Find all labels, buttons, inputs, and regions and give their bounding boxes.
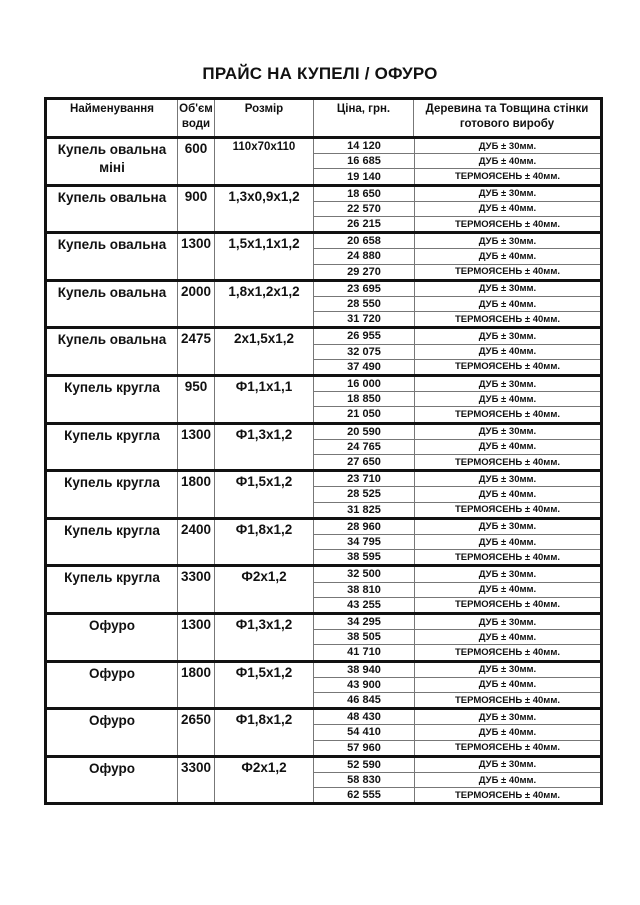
price-cell: 32 075 (314, 345, 414, 360)
wood-cell: ДУБ ± 40мм. (415, 773, 600, 788)
wood-cell: ДУБ ± 40мм. (415, 154, 600, 169)
wood-cell: ДУБ ± 30мм. (415, 615, 600, 630)
product-size: Ф1,5x1,2 (215, 472, 314, 517)
price-cell: 54 410 (314, 725, 414, 740)
price-cell: 29 270 (347, 265, 381, 278)
wood-cell: ТЕРМОЯСЕНЬ ± 40мм. (455, 504, 560, 516)
price-table (44, 97, 603, 805)
wood-cell: ДУБ ± 40мм. (415, 583, 600, 598)
product-row (47, 615, 600, 663)
product-row (47, 187, 600, 235)
wood-cell: ДУБ ± 40мм. (415, 440, 600, 455)
product-row (47, 520, 600, 568)
price-cell: 31 825 (347, 503, 381, 516)
price-cell: 24 880 (314, 249, 414, 264)
wood-cell: ДУБ ± 40мм. (415, 487, 600, 502)
price-cell: 16 685 (314, 154, 414, 169)
table-header (47, 100, 600, 139)
product-size: Ф1,8x1,2 (215, 520, 314, 565)
price-list (314, 425, 415, 470)
price-cell: 48 430 (314, 710, 414, 725)
price-cell: 20 590 (314, 425, 414, 440)
wood-cell: ТЕРМОЯСЕНЬ ± 40мм. (455, 361, 560, 373)
product-row (47, 663, 600, 711)
product-name: Купель овальна (47, 282, 178, 327)
wood-cell: ДУБ ± 30мм. (415, 520, 600, 535)
price-cell: 18 850 (314, 392, 414, 407)
product-name: Купель овальна (47, 329, 178, 374)
wood-cell: ТЕРМОЯСЕНЬ ± 40мм. (455, 456, 560, 468)
wood-cell: ТЕРМОЯСЕНЬ ± 40мм. (455, 742, 560, 754)
wood-cell: ДУБ ± 30мм. (415, 567, 600, 582)
product-size: Ф1,1x1,1 (215, 377, 314, 422)
wood-cell: ДУБ ± 30мм. (415, 139, 600, 154)
price-cell: 34 295 (314, 615, 414, 630)
product-volume: 3300 (178, 567, 215, 612)
price-cell: 43 255 (347, 598, 381, 611)
product-size: Ф1,8x1,2 (215, 710, 314, 755)
wood-list (415, 615, 600, 660)
product-volume: 2475 (178, 329, 215, 374)
product-name: Купель кругла (47, 520, 178, 565)
product-name: Купель кругла (47, 425, 178, 470)
price-cell: 38 595 (347, 551, 381, 564)
wood-cell: ТЕРМОЯСЕНЬ ± 40мм. (455, 266, 560, 278)
wood-list (415, 234, 600, 279)
price-cell: 28 525 (314, 487, 414, 502)
wood-cell: ДУБ ± 40мм. (415, 249, 600, 264)
wood-list (415, 282, 600, 327)
price-cell: 23 695 (314, 282, 414, 297)
price-list (314, 567, 415, 612)
price-list (314, 615, 415, 660)
product-volume: 2400 (178, 520, 215, 565)
product-row (47, 567, 600, 615)
product-row (47, 425, 600, 473)
wood-cell: ТЕРМОЯСЕНЬ ± 40мм. (455, 408, 560, 420)
price-list (314, 663, 415, 708)
price-cell: 38 940 (314, 663, 414, 678)
product-name: Купель кругла (47, 377, 178, 422)
product-size: 2x1,5x1,2 (215, 329, 314, 374)
product-name: Купель кругла (47, 472, 178, 517)
header-name: Найменування (47, 100, 178, 136)
product-name: Купель овальна (47, 234, 178, 279)
price-cell: 57 960 (347, 741, 381, 754)
product-name: Купель овальна (47, 187, 178, 232)
product-size: Ф2x1,2 (215, 567, 314, 612)
product-size: 1,5x1,1x1,2 (215, 234, 314, 279)
table-body (47, 139, 600, 802)
wood-cell: ТЕРМОЯСЕНЬ ± 40мм. (455, 789, 560, 801)
wood-cell: ДУБ ± 30мм. (415, 425, 600, 440)
page-title: ПРАЙС НА КУПЕЛІ / ОФУРО (202, 64, 438, 83)
product-name: Купель кругла (47, 567, 178, 612)
product-size: 1,8x1,2x1,2 (215, 282, 314, 327)
product-volume: 1800 (178, 663, 215, 708)
wood-cell: ТЕРМОЯСЕНЬ ± 40мм. (455, 694, 560, 706)
wood-cell: ДУБ ± 30мм. (415, 187, 600, 202)
price-cell: 28 960 (314, 520, 414, 535)
product-volume: 3300 (178, 758, 215, 803)
product-name: Офуро (47, 615, 178, 660)
price-cell: 16 000 (314, 377, 414, 392)
wood-list (415, 329, 600, 374)
price-cell: 21 050 (347, 408, 381, 421)
wood-list (415, 567, 600, 612)
product-row (47, 139, 600, 187)
price-list (314, 187, 415, 232)
product-volume: 1300 (178, 615, 215, 660)
wood-cell: ТЕРМОЯСЕНЬ ± 40мм. (455, 171, 560, 182)
product-volume: 1300 (178, 234, 215, 279)
product-size: 1,3x0,9x1,2 (215, 187, 314, 232)
price-cell: 19 140 (347, 170, 381, 183)
price-cell: 52 590 (314, 758, 414, 773)
price-cell: 18 650 (314, 187, 414, 202)
wood-cell: ДУБ ± 30мм. (415, 234, 600, 249)
price-cell: 38 505 (314, 630, 414, 645)
wood-cell: ДУБ ± 30мм. (415, 329, 600, 344)
price-list (314, 377, 415, 422)
header-wood: Деревина та Товщина стінки готового виробу (425, 103, 589, 130)
price-cell: 26 955 (314, 329, 414, 344)
product-volume: 950 (178, 377, 215, 422)
price-cell: 24 765 (314, 440, 414, 455)
wood-cell: ДУБ ± 30мм. (415, 282, 600, 297)
price-cell: 43 900 (314, 678, 414, 693)
product-row (47, 377, 600, 425)
wood-list (415, 758, 600, 803)
wood-cell: ДУБ ± 40мм. (415, 345, 600, 360)
product-size: Ф1,5x1,2 (215, 663, 314, 708)
price-cell: 58 830 (314, 773, 414, 788)
wood-cell: ТЕРМОЯСЕНЬ ± 40мм. (455, 313, 560, 325)
product-volume: 900 (178, 187, 215, 232)
wood-list (415, 425, 600, 470)
price-list (314, 520, 415, 565)
price-list (314, 472, 415, 517)
wood-cell: ДУБ ± 40мм. (415, 725, 600, 740)
wood-cell: ДУБ ± 40мм. (415, 630, 600, 645)
wood-cell: ДУБ ± 40мм. (415, 202, 600, 217)
price-cell: 38 810 (314, 583, 414, 598)
product-size: Ф2x1,2 (215, 758, 314, 803)
header-size: Розмір (215, 100, 314, 136)
wood-list (415, 377, 600, 422)
product-size: Ф1,3x1,2 (215, 425, 314, 470)
wood-cell: ДУБ ± 40мм. (415, 678, 600, 693)
price-cell: 14 120 (314, 139, 414, 154)
wood-cell: ДУБ ± 30мм. (415, 377, 600, 392)
price-cell: 28 550 (314, 297, 414, 312)
product-row (47, 282, 600, 330)
wood-cell: ДУБ ± 30мм. (415, 472, 600, 487)
product-row (47, 234, 600, 282)
product-name: Офуро (47, 663, 178, 708)
wood-cell: ТЕРМОЯСЕНЬ ± 40мм. (455, 218, 560, 230)
header-price: Ціна, грн. (314, 100, 414, 136)
price-cell: 23 710 (314, 472, 414, 487)
product-name: Офуро (47, 710, 178, 755)
wood-cell: ТЕРМОЯСЕНЬ ± 40мм. (455, 646, 560, 658)
product-size: Ф1,3x1,2 (215, 615, 314, 660)
product-volume: 600 (178, 139, 215, 184)
product-name: Купель овальна міні (47, 139, 178, 184)
product-name: Офуро (47, 758, 178, 803)
product-volume: 1300 (178, 425, 215, 470)
product-row (47, 472, 600, 520)
price-cell: 32 500 (314, 567, 414, 582)
product-size: 110x70x110 (215, 139, 314, 184)
price-list (314, 329, 415, 374)
wood-list (415, 520, 600, 565)
product-volume: 2650 (178, 710, 215, 755)
wood-cell: ДУБ ± 40мм. (415, 392, 600, 407)
price-list (314, 139, 415, 184)
price-list (314, 758, 415, 803)
product-row (47, 758, 600, 803)
price-list (314, 234, 415, 279)
price-cell: 37 490 (347, 360, 381, 373)
price-cell: 20 658 (314, 234, 414, 249)
wood-cell: ДУБ ± 30мм. (415, 758, 600, 773)
wood-list (415, 472, 600, 517)
wood-list (415, 710, 600, 755)
price-cell: 46 845 (347, 694, 381, 707)
wood-cell: ДУБ ± 40мм. (415, 297, 600, 312)
wood-cell: ТЕРМОЯСЕНЬ ± 40мм. (455, 599, 560, 611)
price-cell: 31 720 (347, 313, 381, 326)
product-row (47, 710, 600, 758)
wood-list (415, 663, 600, 708)
product-volume: 1800 (178, 472, 215, 517)
price-cell: 34 795 (314, 535, 414, 550)
wood-cell: ДУБ ± 30мм. (415, 710, 600, 725)
price-cell: 27 650 (347, 456, 381, 469)
wood-cell: ДУБ ± 40мм. (415, 535, 600, 550)
price-cell: 62 555 (347, 789, 381, 802)
price-list (314, 710, 415, 755)
price-list (314, 282, 415, 327)
wood-list (415, 187, 600, 232)
price-cell: 41 710 (347, 646, 381, 659)
product-volume: 2000 (178, 282, 215, 327)
price-cell: 26 215 (347, 218, 381, 231)
price-cell: 22 570 (314, 202, 414, 217)
product-row (47, 329, 600, 377)
wood-list (415, 139, 600, 184)
wood-cell: ДУБ ± 30мм. (415, 663, 600, 678)
header-volume: Об'єм води (178, 100, 215, 136)
wood-cell: ТЕРМОЯСЕНЬ ± 40мм. (455, 551, 560, 563)
